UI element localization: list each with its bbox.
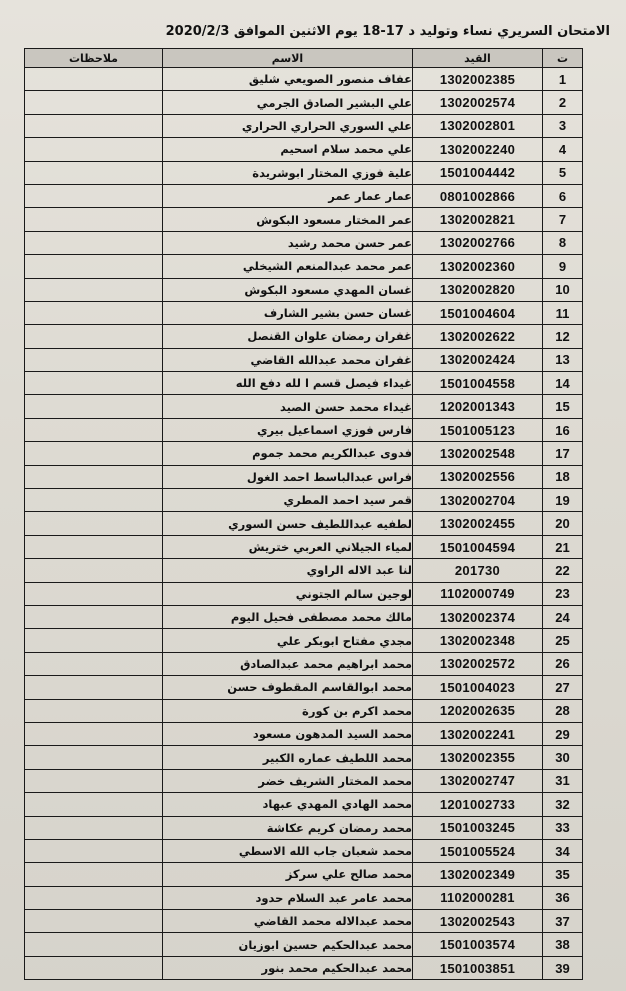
table-row [25,629,583,652]
row-registration-id: 1102000281 [413,886,543,909]
row-student-name: فارس فوزي اسماعيل بيري [163,418,413,441]
row-registration-id: 1201002733 [413,793,543,816]
row-notes [25,956,163,979]
row-number: 25 [543,629,583,652]
row-number: 35 [543,863,583,886]
table-row [25,208,583,231]
table-row [25,301,583,324]
row-notes [25,161,163,184]
row-notes [25,652,163,675]
row-student-name: لنا عبد الاله الراوي [163,559,413,582]
row-number: 5 [543,161,583,184]
row-notes [25,348,163,371]
row-student-name: محمد صالح علي سركز [163,863,413,886]
row-number: 1 [543,68,583,91]
row-number: 27 [543,676,583,699]
row-number: 3 [543,114,583,137]
row-registration-id: 1302002543 [413,910,543,933]
table-row [25,418,583,441]
row-student-name: عمر المختار مسعود البكوش [163,208,413,231]
row-registration-id: 1302002355 [413,746,543,769]
table-row [25,769,583,792]
row-student-name: محمد شعبان جاب الله الاسطي [163,839,413,862]
table-row [25,676,583,699]
row-number: 19 [543,489,583,512]
row-notes [25,676,163,699]
row-notes [25,325,163,348]
table-row [25,161,583,184]
row-registration-id: 1302002385 [413,68,543,91]
row-number: 22 [543,559,583,582]
row-student-name: عمر حسن محمد رشيد [163,231,413,254]
row-registration-id: 1302002241 [413,722,543,745]
table-body [25,68,583,980]
row-student-name: محمد ابوالقاسم المقطوف حسن [163,676,413,699]
row-registration-id: 1302002548 [413,442,543,465]
header-notes: ملاحظات [25,49,163,68]
row-registration-id: 1501003574 [413,933,543,956]
row-notes [25,255,163,278]
row-notes [25,629,163,652]
row-number: 15 [543,395,583,418]
table-row [25,512,583,535]
row-student-name: محمد السيد المدهون مسعود [163,722,413,745]
row-registration-id: 1302002801 [413,114,543,137]
row-notes [25,512,163,535]
row-notes [25,138,163,161]
row-registration-id: 1302002747 [413,769,543,792]
row-number: 21 [543,535,583,558]
row-registration-id: 1302002572 [413,652,543,675]
row-student-name: علي البشير الصادق الجرمي [163,91,413,114]
row-registration-id: 1302002374 [413,605,543,628]
row-registration-id: 1302002704 [413,489,543,512]
table-row [25,816,583,839]
table-row [25,465,583,488]
row-notes [25,208,163,231]
row-number: 18 [543,465,583,488]
row-student-name: غفران محمد عبدالله القاضي [163,348,413,371]
row-notes [25,465,163,488]
row-notes [25,863,163,886]
row-student-name: غفران رمضان علوان القنصل [163,325,413,348]
row-student-name: مالك محمد مصطفى فحيل اليوم [163,605,413,628]
row-student-name: علي السوري الحراري الحراري [163,114,413,137]
row-registration-id: 1501004604 [413,301,543,324]
row-registration-id: 0801002866 [413,184,543,207]
row-student-name: محمد عبدالحكيم حسين ابوزيان [163,933,413,956]
row-registration-id: 1501003851 [413,956,543,979]
row-number: 8 [543,231,583,254]
row-number: 24 [543,605,583,628]
row-number: 28 [543,699,583,722]
row-student-name: عفاف منصور الصويعي شليق [163,68,413,91]
row-student-name: محمد عبدالحكيم محمد بنور [163,956,413,979]
table-row [25,535,583,558]
row-number: 10 [543,278,583,301]
row-notes [25,746,163,769]
row-number: 12 [543,325,583,348]
row-registration-id: 1302002574 [413,91,543,114]
row-registration-id: 1302002821 [413,208,543,231]
table-row [25,746,583,769]
row-registration-id: 201730 [413,559,543,582]
row-registration-id: 1501005123 [413,418,543,441]
row-notes [25,372,163,395]
table-row [25,348,583,371]
table-row [25,114,583,137]
row-notes [25,933,163,956]
table-row [25,699,583,722]
row-registration-id: 1501004558 [413,372,543,395]
table-row [25,582,583,605]
row-notes [25,114,163,137]
row-registration-id: 1501005524 [413,839,543,862]
row-notes [25,699,163,722]
row-registration-id: 1501004023 [413,676,543,699]
row-notes [25,886,163,909]
table-row [25,559,583,582]
row-registration-id: 1302002455 [413,512,543,535]
table-row [25,91,583,114]
table-row [25,956,583,979]
row-number: 33 [543,816,583,839]
row-notes [25,559,163,582]
row-number: 20 [543,512,583,535]
row-notes [25,489,163,512]
row-registration-id: 1102000749 [413,582,543,605]
row-registration-id: 1302002820 [413,278,543,301]
row-number: 16 [543,418,583,441]
row-number: 39 [543,956,583,979]
row-student-name: محمد الهادي المهدي عبهاد [163,793,413,816]
row-student-name: محمد المختار الشريف خضر [163,769,413,792]
row-student-name: محمد عامر عبد السلام حدود [163,886,413,909]
students-table [24,48,583,980]
row-number: 2 [543,91,583,114]
row-number: 34 [543,839,583,862]
table-row [25,863,583,886]
row-registration-id: 1202001343 [413,395,543,418]
table-row [25,722,583,745]
row-notes [25,301,163,324]
row-student-name: عمار عمار عمر [163,184,413,207]
table-row [25,839,583,862]
row-student-name: فراس عبدالباسط احمد الغول [163,465,413,488]
row-number: 30 [543,746,583,769]
table-row [25,605,583,628]
row-registration-id: 1302002360 [413,255,543,278]
row-notes [25,769,163,792]
table-row [25,933,583,956]
row-notes [25,910,163,933]
row-student-name: قمر سيد احمد المطري [163,489,413,512]
row-student-name: لطفيه عبداللطيف حسن السوري [163,512,413,535]
row-student-name: مجدي مفتاح ابوبكر علي [163,629,413,652]
row-number: 9 [543,255,583,278]
table-row [25,489,583,512]
row-number: 4 [543,138,583,161]
row-student-name: محمد عبدالاله محمد القاضي [163,910,413,933]
row-notes [25,442,163,465]
table-row [25,255,583,278]
row-notes [25,68,163,91]
row-notes [25,793,163,816]
header-num: ت [543,49,583,68]
table-row [25,793,583,816]
row-student-name: غيداء فيصل قسم ا لله دفع الله [163,372,413,395]
table-row [25,325,583,348]
row-number: 23 [543,582,583,605]
row-registration-id: 1302002556 [413,465,543,488]
row-number: 17 [543,442,583,465]
row-registration-id: 1302002349 [413,863,543,886]
row-number: 31 [543,769,583,792]
row-notes [25,395,163,418]
row-number: 14 [543,372,583,395]
row-registration-id: 1202002635 [413,699,543,722]
row-student-name: غسان المهدي مسعود البكوش [163,278,413,301]
row-registration-id: 1302002766 [413,231,543,254]
row-number: 32 [543,793,583,816]
row-number: 13 [543,348,583,371]
table-row [25,278,583,301]
row-number: 36 [543,886,583,909]
row-notes [25,278,163,301]
row-number: 6 [543,184,583,207]
row-number: 26 [543,652,583,675]
row-student-name: غسان حسن بشير الشارف [163,301,413,324]
row-student-name: عمر محمد عبدالمنعم الشيخلي [163,255,413,278]
row-notes [25,231,163,254]
row-notes [25,582,163,605]
table-row [25,886,583,909]
row-notes [25,535,163,558]
row-notes [25,91,163,114]
table-row [25,231,583,254]
table-row [25,395,583,418]
row-notes [25,816,163,839]
row-number: 7 [543,208,583,231]
row-student-name: محمد ابراهيم محمد عبدالصادق [163,652,413,675]
row-number: 11 [543,301,583,324]
row-registration-id: 1302002424 [413,348,543,371]
header-id: القيد [413,49,543,68]
row-notes [25,722,163,745]
table-row [25,652,583,675]
row-registration-id: 1501003245 [413,816,543,839]
row-notes [25,184,163,207]
table-row [25,138,583,161]
row-student-name: محمد اكرم بن كورة [163,699,413,722]
row-student-name: غيداء محمد حسن الصيد [163,395,413,418]
table-row [25,184,583,207]
header-name: الاسم [163,49,413,68]
row-registration-id: 1302002348 [413,629,543,652]
row-student-name: لمياء الجيلاني العربي ختريش [163,535,413,558]
row-notes [25,418,163,441]
row-registration-id: 1302002622 [413,325,543,348]
row-number: 37 [543,910,583,933]
table-row [25,372,583,395]
header-row [25,49,583,68]
row-student-name: علية فوزي المختار ابوشريدة [163,161,413,184]
row-registration-id: 1501004594 [413,535,543,558]
exam-title: الامتحان السريري نساء وتوليد د 17-18 يوم الاثنين الموافق 2020/2/3 [165,24,610,39]
table-row [25,68,583,91]
table-row [25,442,583,465]
row-student-name: محمد رمضان كريم عكاشة [163,816,413,839]
row-student-name: فدوى عبدالكريم محمد جموم [163,442,413,465]
row-student-name: لوجين سالم الجتوني [163,582,413,605]
row-student-name: محمد اللطيف عماره الكبير [163,746,413,769]
row-number: 29 [543,722,583,745]
row-student-name: علي محمد سلام اسحيم [163,138,413,161]
table-row [25,910,583,933]
row-registration-id: 1501004442 [413,161,543,184]
row-number: 38 [543,933,583,956]
row-notes [25,839,163,862]
row-registration-id: 1302002240 [413,138,543,161]
row-notes [25,605,163,628]
